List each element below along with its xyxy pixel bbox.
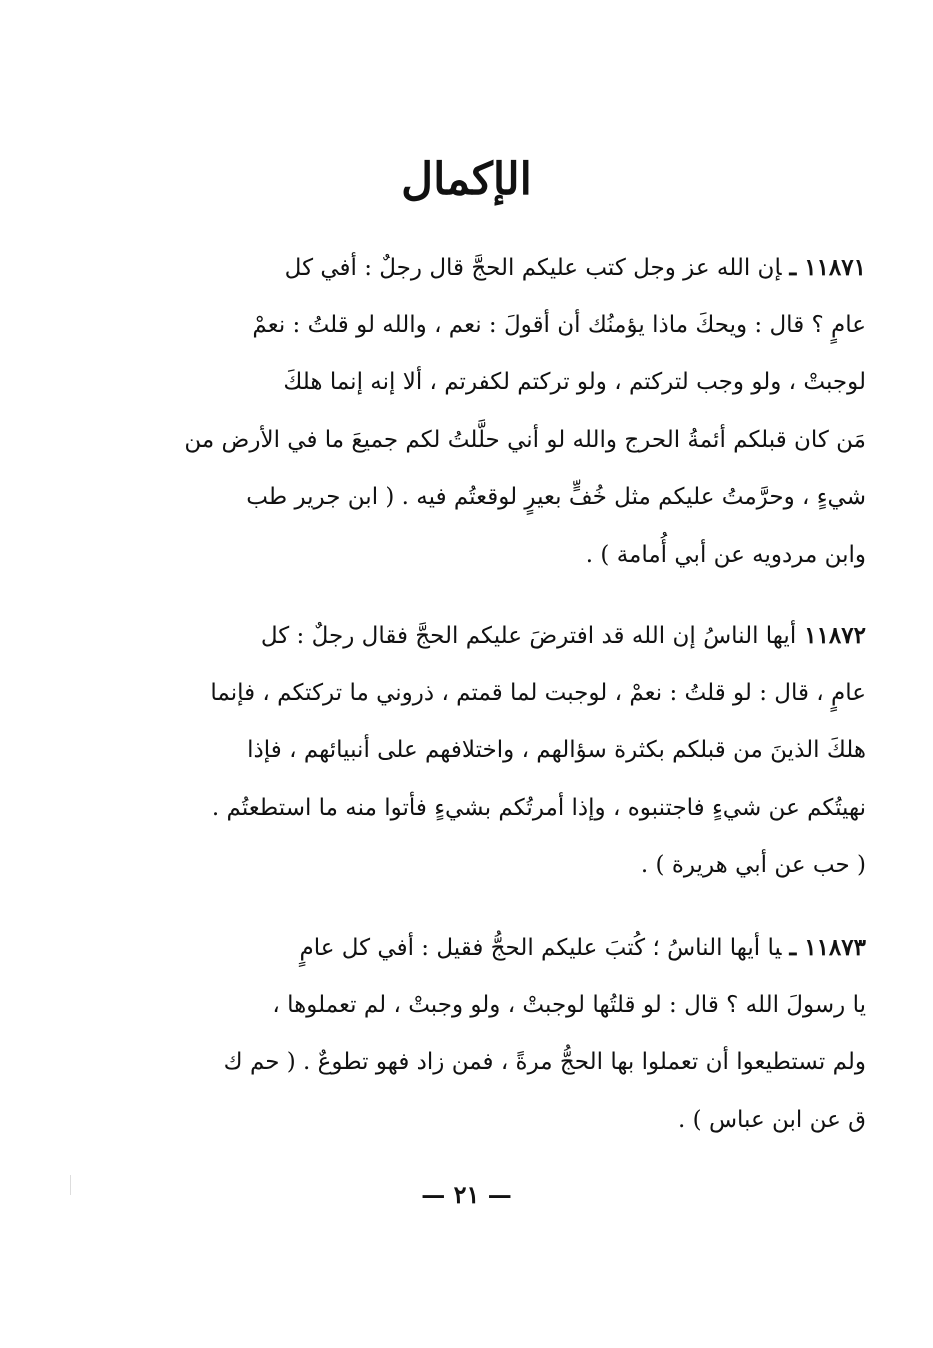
hadith-number: ١١٨٧١ ـ	[789, 254, 866, 281]
hadith-number: ١١٨٧٢	[804, 622, 866, 649]
hadith-number: ١١٨٧٣ ـ	[789, 934, 866, 961]
hadith-line: ولم تستطيعوا أن تعملوا بها الحجُّ مرةً ، فمن زاد فهو تطوعٌ . ( حم ك	[223, 1049, 866, 1075]
hadith-line: ( حب عن أبي هريرة ) .	[640, 852, 866, 878]
hadith-11872	[160, 607, 866, 895]
scan-margin-mark	[70, 1175, 71, 1195]
hadith-11873	[160, 919, 866, 1149]
page-number: — ٢١ —	[421, 1180, 512, 1209]
hadith-line: نهيتُكم عن شيءٍ فاجتنبوه ، وإذا أمرتُكم بشيءٍ فأتوا منه ما استطعتُم .	[211, 794, 866, 821]
hadith-line: هلكَ الذينَ من قبلكم بكثرة سؤالهم ، واختلافهم على أنبيائهم ، فإذا	[247, 737, 866, 763]
hadith-11871	[160, 239, 866, 584]
hadith-line: وابن مردويه عن أبي أُمامة ) .	[585, 541, 866, 568]
hadith-line	[160, 607, 866, 665]
hadith-text: يا أيها الناسُ ؛ كُتبَ عليكم الحجُّ فقيل : أفي كل عامٍ	[299, 935, 782, 961]
hadith-line: لوجبتْ ، ولو وجب لتركتم ، ولو تركتم لكفرتم ، ألا إنه إنما هلكَ	[283, 369, 866, 395]
hadith-line: شيءٍ ، وحرَّمتُ عليكم مثل خُفٍّ بعيرٍ لوقعتُم فيه . ( ابن جرير طب	[246, 484, 866, 510]
hadith-line: يا رسولَ الله ؟ قال : لو قلتُها لوجبتْ ، ولو وجبتْ ، لم تعملوها ،	[272, 991, 866, 1018]
hadith-text: إن الله عز وجل كتب عليكم الحجَّ قال رجلٌ : أفي كل	[284, 255, 782, 281]
hadith-line: عامٍ ، قال : لو قلتُ : نعمْ ، لوجبت لما قمتم ، ذروني ما تركتكم ، فإنما	[210, 679, 866, 706]
hadith-line	[160, 919, 866, 977]
hadith-line: مَن كان قبلكم أئمةُ الحرج والله لو أني حلَّلتُ لكم جميعَ ما في الأرض من	[184, 426, 866, 453]
hadith-text: أيها الناسُ إن الله قد افترضَ عليكم الحجَّ فقال رجلٌ : كل	[260, 623, 797, 649]
page-title: الإكمال	[401, 154, 532, 205]
hadith-line: عامٍ ؟ قال : ويحكَ ماذا يؤمنُك أن أقولَ : نعم ، والله لو قلتُ : نعمْ	[252, 311, 866, 338]
hadith-line: ق عن ابن عباس ) .	[678, 1106, 866, 1133]
hadith-line	[160, 239, 866, 297]
